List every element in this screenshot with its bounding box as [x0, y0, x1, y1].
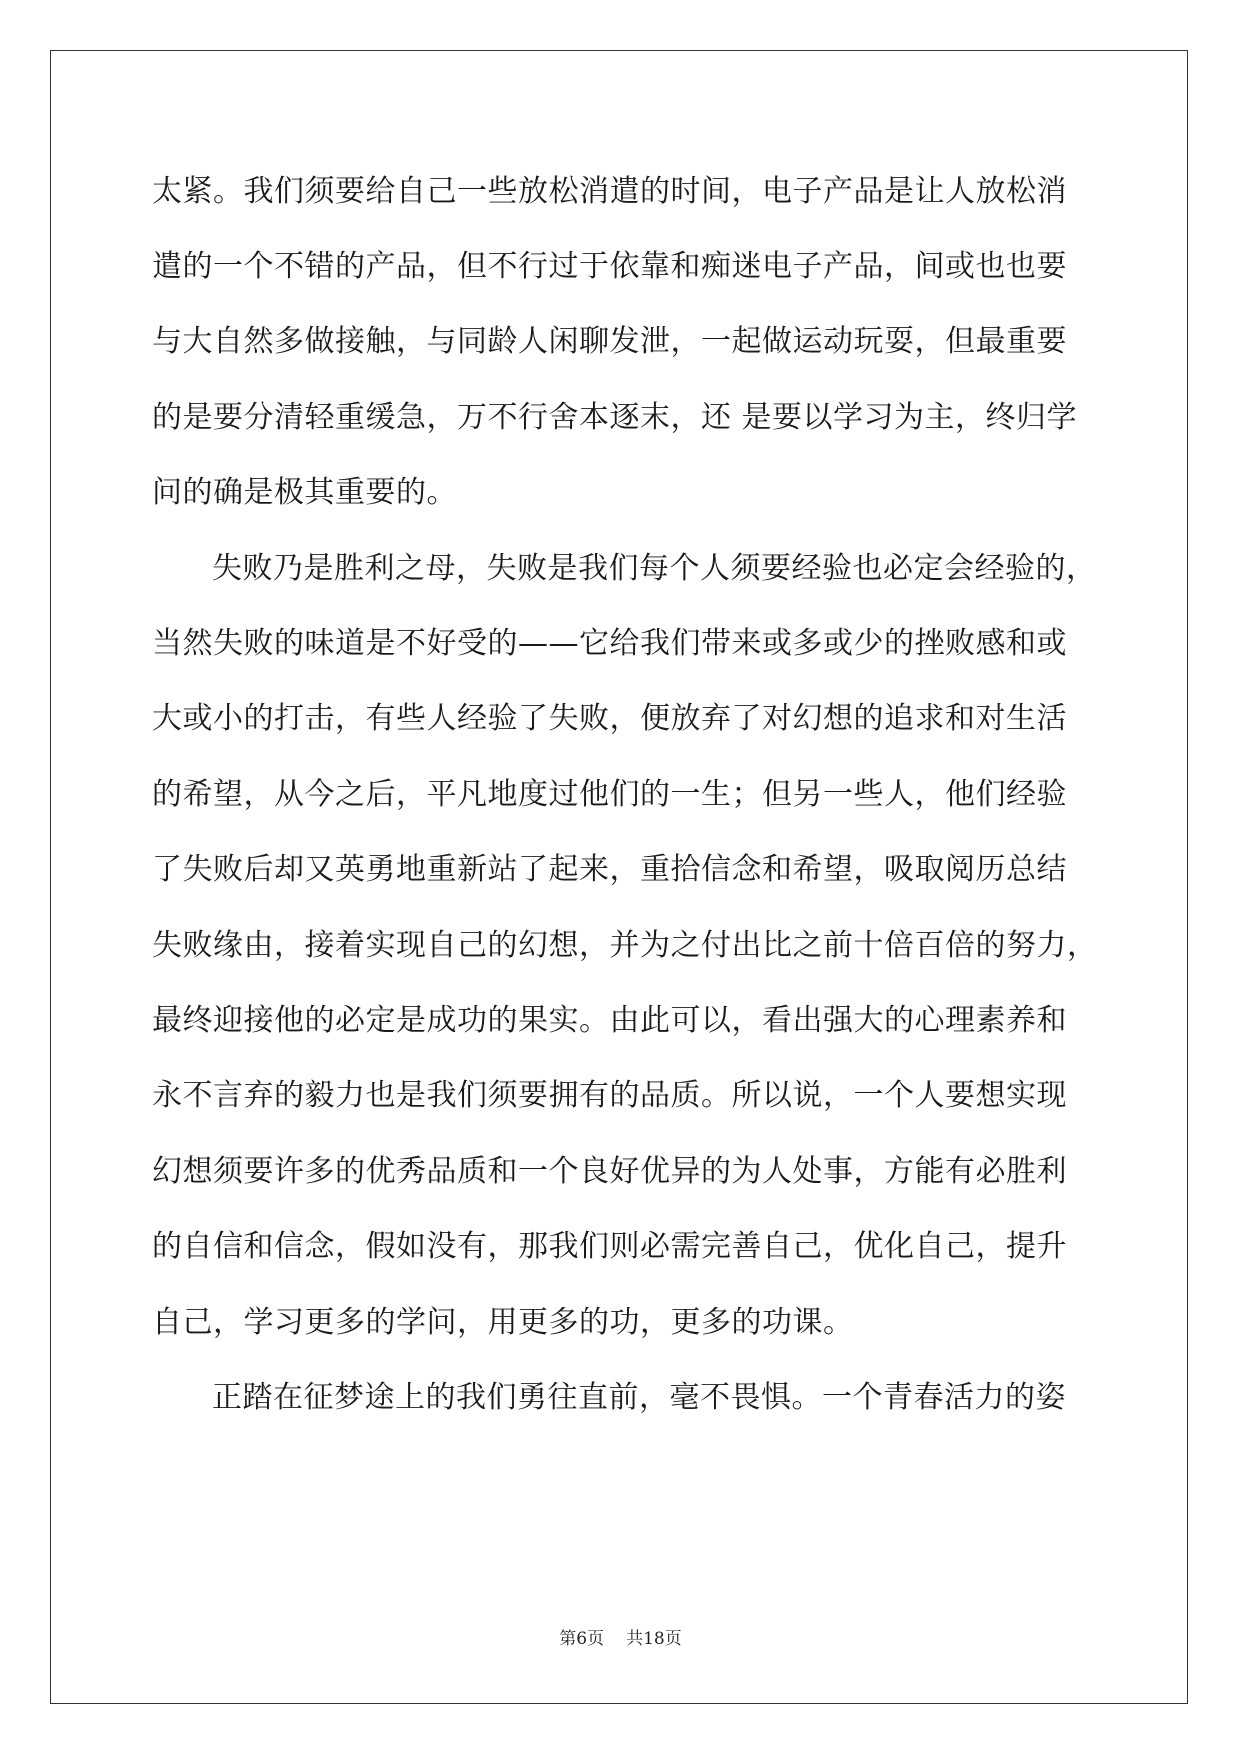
page-total: 共18页 [626, 1629, 682, 1649]
text-line: 最终迎接他的必定是成功的果实。由此可以，看出强大的心理素养和 [152, 1003, 1067, 1038]
text-line: 的自信和信念，假如没有，那我们则必需完善自己，优化自己，提升 [152, 1229, 1067, 1264]
text-line: 幻想须要许多的优秀品质和一个良好优异的为人处事，方能有必胜利 [152, 1154, 1067, 1189]
text-line: 问的确是极其重要的。 [152, 475, 457, 510]
text-line: 遣的一个不错的产品，但不行过于依靠和痴迷电子产品，间或也也要 [152, 249, 1067, 284]
text-line: 太紧。我们须要给自己一些放松消遣的时间，电子产品是让人放松消 [152, 174, 1067, 209]
text-line: 与大自然多做接触，与同龄人闲聊发泄，一起做运动玩耍，但最重要 [152, 324, 1067, 359]
paragraph-first-line: 正踏在征梦途上的我们勇往直前，毫不畏惧。一个青春活力的姿 [212, 1380, 1066, 1415]
page-footer [0, 1628, 1241, 1650]
text-line: 当然失败的味道是不好受的——它给我们带来或多或少的挫败感和或 [152, 626, 1067, 661]
text-line: 大或小的打击，有些人经验了失败，便放弃了对幻想的追求和对生活 [152, 701, 1067, 736]
text-line: 了失败后却又英勇地重新站了起来，重拾信念和希望，吸取阅历总结 [152, 852, 1067, 887]
text-line: 的希望，从今之后，平凡地度过他们的一生；但另一些人，他们经验 [152, 777, 1067, 812]
text-line: 失败缘由，接着实现自己的幻想，并为之付出比之前十倍百倍的努力， [152, 928, 1098, 963]
text-line: 的是要分清轻重缓急，万不行舍本逐末，还 是要以学习为主，终归学 [152, 400, 1078, 435]
text-line: 自己，学习更多的学问，用更多的功，更多的功课。 [152, 1305, 854, 1340]
text-line: 永不言弃的毅力也是我们须要拥有的品质。所以说，一个人要想实现 [152, 1078, 1067, 1113]
paragraph-first-line: 失败乃是胜利之母，失败是我们每个人须要经验也必定会经验的， [212, 551, 1097, 586]
page-number: 第6页 [559, 1629, 605, 1649]
